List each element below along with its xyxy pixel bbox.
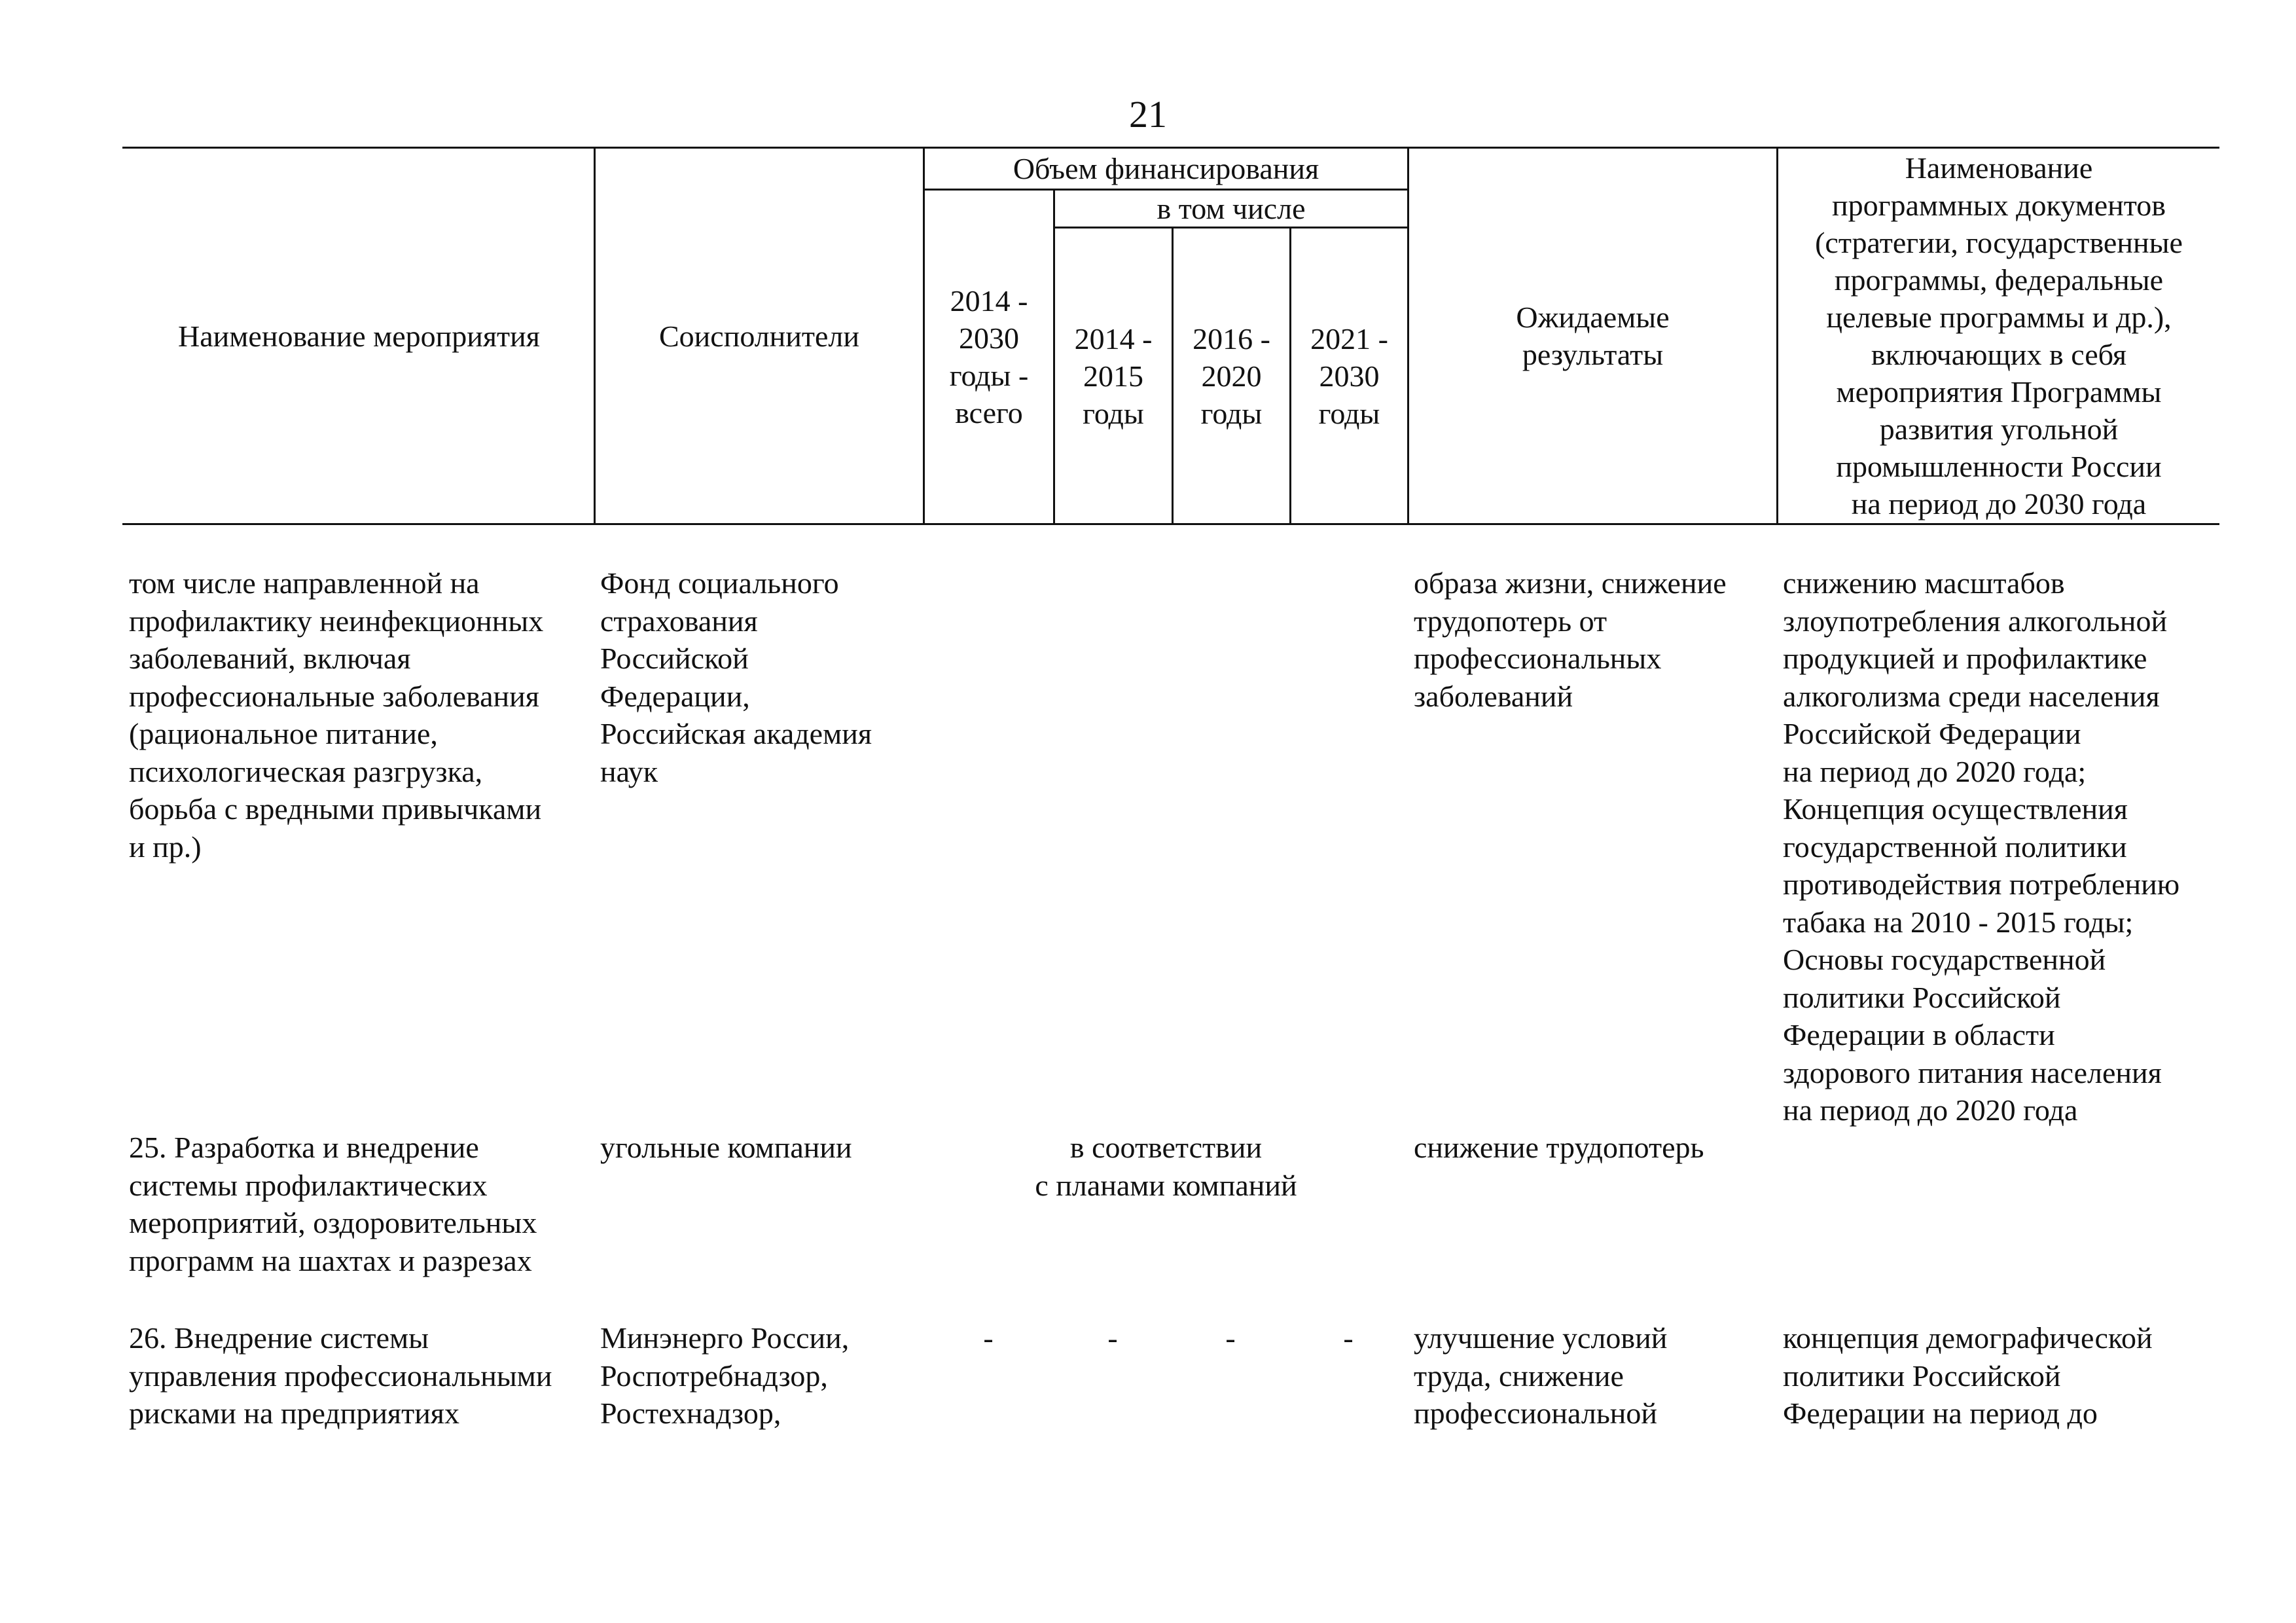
row-26-documents: концепция демографической политики Российской Федерации на период до — [1783, 1321, 2153, 1430]
header-2021-2030: 2021 - 2030 годы — [1310, 321, 1388, 430]
row-26-results: улучшение условий труда, снижение профессиональной — [1414, 1321, 1668, 1430]
row-25-coexecutors: угольные компании — [600, 1131, 852, 1164]
row-25-financing: в соответствии с планами компаний — [1035, 1131, 1297, 1202]
row-26-event: 26. Внедрение системы управления профессиональными рисками на предприятиях — [129, 1321, 552, 1430]
page-number: 21 — [1129, 93, 1167, 136]
row-26-coexecutors: Минэнерго России, Роспотребнадзор, Ростехнадзор, — [600, 1321, 850, 1430]
header-financing-volume: Объем финансирования — [1013, 152, 1319, 185]
row-26-financing-2016-2020: - — [1225, 1321, 1236, 1355]
header-total-2014-2030: 2014 - 2030 годы - всего — [949, 284, 1029, 429]
row-25-event: 25. Разработка и внедрение системы профилактических мероприятий, оздоровительных программ на шахтах и разрезах — [129, 1131, 537, 1277]
row-26-financing-total: - — [983, 1321, 994, 1355]
header-2016-2020: 2016 - 2020 годы — [1193, 321, 1270, 430]
row-continuation-results: образа жизни, снижение трудопотерь от профессиональных заболеваний — [1414, 566, 1727, 713]
row-26-financing-2021-2030: - — [1343, 1321, 1354, 1355]
row-continuation-documents: снижению масштабов злоупотребления алкогольной продукцией и профилактике алкоголизма среди населения Российской Федерации на период до 2020 года; Концепция осуществления государственной политики противодействия потреблению табака на 2010 - 2015 годы; Основы государственной политики Российской Федерации в области здорового питания населения на период до 2020 года — [1783, 566, 2180, 1127]
header-expected-results: Ожидаемые результаты — [1516, 301, 1670, 371]
header-2014-2015: 2014 - 2015 годы — [1074, 321, 1153, 430]
row-continuation-coexecutors: Фонд социального страхования Российской Федерации, Российская академия наук — [600, 566, 872, 788]
row-continuation-event: том числе направленной на профилактику неинфекционных заболеваний, включая профессиональные заболевания (рациональное питание, психологическая разгрузка, борьба с вредными привычками и пр.) — [129, 566, 544, 864]
row-26-financing-2014-2015: - — [1107, 1321, 1118, 1355]
table-header-bottom-rule — [122, 523, 2219, 525]
row-25-results: снижение трудопотерь — [1414, 1131, 1704, 1164]
header-program-documents: Наименование программных документов (стратегии, государственные программы, федеральные целевые программы и др.), включающих в себя мероприятия Программы развития угольной промышленности России на период до 2030 года — [1815, 151, 2183, 520]
header-including: в том числе — [1157, 192, 1306, 225]
header-event-name: Наименование мероприятия — [178, 319, 540, 353]
header-coexecutors: Соисполнители — [658, 319, 859, 353]
